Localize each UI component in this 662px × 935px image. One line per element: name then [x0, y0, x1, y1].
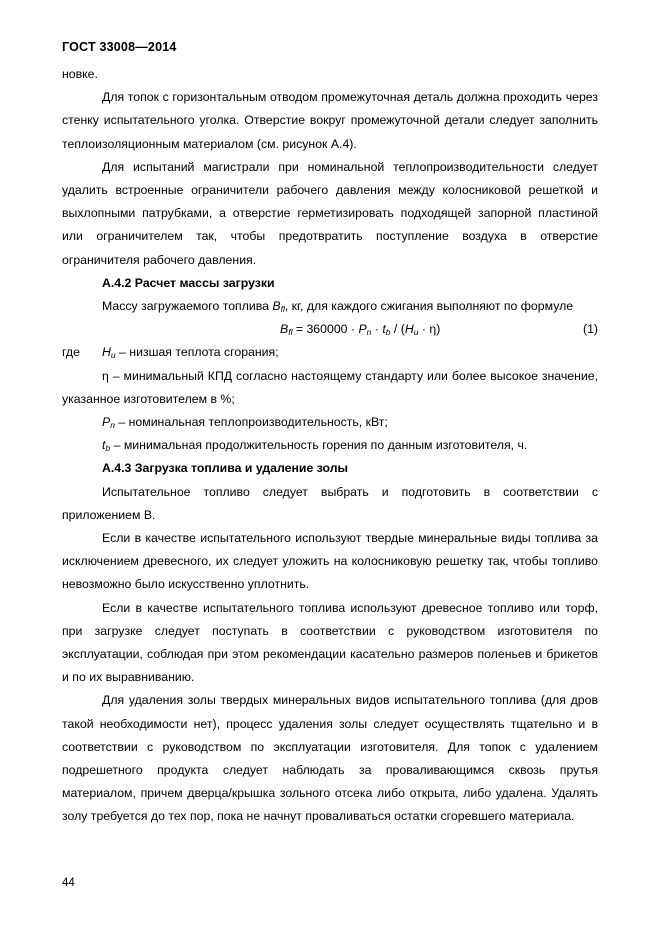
paragraph-ash-removal: Для удаления золы твердых минеральных видов испытательного топлива (для дров такой необходимости нет), процесс удаления золы следует осуществлять тщательно и в соответствии с руководством по эксплуатации изготовителя. Для топок с удалением подрешетного продукта следует наблюдать за проваливающимся сквозь прутья материалом, причем дверца/крышка зольного отсека либо открыта, либо удалена. Удалять золу требуется до тех пор, пока не начнут проваливаться остатки сгоревшего материала. — [62, 693, 598, 824]
formula-1 — [62, 318, 598, 341]
section-heading-a42: А.4.2 Расчет массы загрузки — [102, 275, 275, 290]
definition-tb: $t_b$ – минимальная продолжительность горения по данным изготовителя, ч. — [102, 438, 528, 454]
definition-pn: $P_n$ – номинальная теплопроизводительность, кВт; — [102, 415, 388, 431]
paragraph-mineral-fuel: Если в качестве испытательного используют твердые минеральные виды топлива за исключением древесного, их следует уложить на колосниковую решетку так, чтобы топливо невозможно было искусственно уплотнить. — [62, 531, 598, 592]
paragraph-load-mass: Массу загружаемого топлива $B_{fl}$, кг, для каждого сжигания выполняют по формуле — [102, 299, 574, 315]
section-heading-a43: А.4.3 Загрузка топлива и удаление золы — [102, 461, 349, 476]
paragraph-wood-fuel: Если в качестве испытательного топлива используют древесное топливо или торф, при загрузке следует поступать в соответствии с руководством изготовителя по эксплуатации, соблюдая при этом рекомендации касательно размеров поленьев и брикетов и по их выравниванию. — [62, 600, 598, 685]
formula-expression: $B_{fl} = 360000 \cdot P_n \cdot t_b / (H_u \cdot \eta)$ — [280, 322, 441, 338]
page-number: 44 — [62, 877, 75, 889]
formula-number: (1) — [582, 322, 598, 337]
definition-eta: η – минимальный КПД согласно настоящему стандарту или более высокое значение, указанное изготовителем в %; — [62, 368, 598, 406]
where-label: где — [62, 345, 80, 360]
paragraph-test-fuel: Испытательное топливо следует выбрать и подготовить в соответствии с приложением В. — [62, 484, 598, 522]
where-hu: где $H_u$ – низшая теплота сгорания; — [62, 341, 598, 364]
symbol-b: B — [272, 299, 281, 314]
paragraph-pressure-limiters: Для испытаний магистрали при номинальной теплопроизводительности следует удалить встроенные ограничители рабочего давления между колосниковой решеткой и выхлопными патрубками, а отверстие герметизировать подходящей запорной пластиной или ограничителем так, чтобы предотвратить поступление воздуха в отверстие ограничителя рабочего давления. — [62, 159, 598, 267]
paragraph-continuation: новке. — [62, 67, 98, 81]
document-body — [62, 63, 598, 829]
document-header: ГОСТ 33008—2014 — [62, 40, 177, 54]
paragraph-horizontal-outlet: Для топок с горизонтальным отводом промежуточная деталь должна проходить через стенку испытательного уголка. Отверстие вокруг промежуточной детали следует заполнить теплоизоляционным материалом (см. рисунок А.4). — [62, 90, 598, 151]
